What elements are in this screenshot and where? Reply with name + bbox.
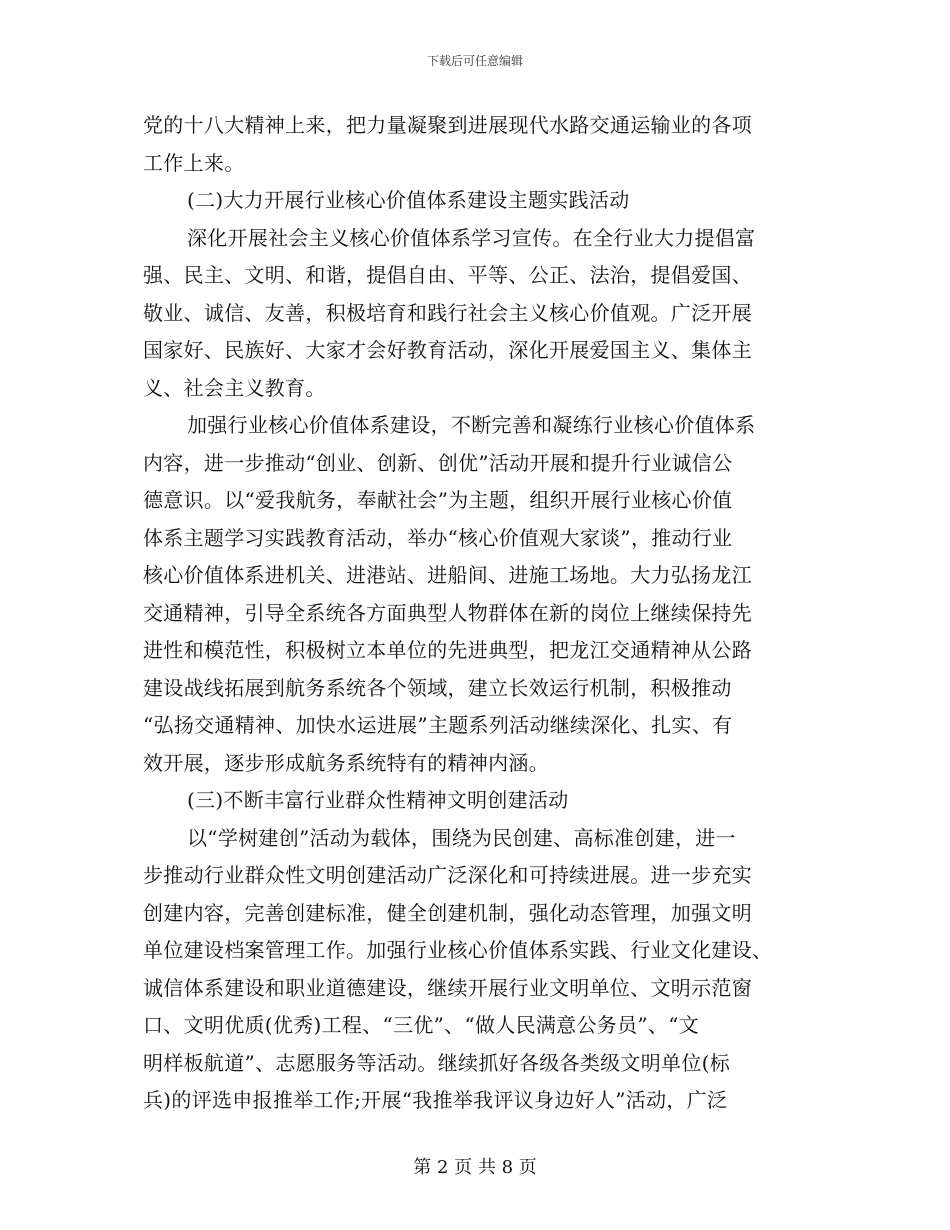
text-line: 单位建设档案管理工作。加强行业核心价值体系实践、行业文化建设、 [143, 938, 773, 962]
text-line: 国家好、民族好、大家才会好教育活动，深化开展爱国主义、集体主 [143, 338, 752, 362]
document-body [143, 107, 815, 1120]
text-line: 党的十八大精神上来，把力量凝聚到进展现代水路交通运输业的各项 [143, 113, 752, 137]
text-line: 兵)的评选申报推举工作;开展“我推举我评议身边好人”活动，广泛 [143, 1088, 728, 1112]
text-line: 体系主题学习实践教育活动，举办“核心价值观大家谈”，推动行业 [143, 525, 733, 550]
text-line: 效开展，逐步形成航务系统特有的精神内涵。 [143, 750, 549, 775]
text-line: 工作上来。 [143, 150, 245, 175]
text-line: 加强行业核心价值体系建设，不断完善和凝练行业核心价值体系 [187, 413, 756, 437]
text-line: 步推动行业群众性文明创建活动广泛深化和可持续进展。进一步充实 [143, 863, 752, 887]
page-number: 第 2 页 共 8 页 [413, 1157, 537, 1178]
text-line: 建设战线拓展到航务系统各个领域，建立长效运行机制，积极推动 [143, 675, 732, 700]
text-line: 明样板航道”、志愿服务等活动。继续抓好各级各类级文明单位(标 [143, 1050, 731, 1075]
text-line: 核心价值体系进机关、进港站、进船间、进施工场地。大力弘扬龙江 [143, 563, 752, 587]
text-line: 强、民主、文明、和谐，提倡自由、平等、公正、法治，提倡爱国、 [143, 263, 752, 287]
text-line: “弘扬交通精神、加快水运进展”主题系列活动继续深化、扎实、有 [143, 713, 733, 737]
text-line: 交通精神，引导全系统各方面典型人物群体在新的岗位上继续保持先 [143, 600, 752, 625]
text-line: 内容，进一步推动“创业、创新、创优”活动开展和提升行业诚信公 [143, 450, 733, 475]
text-line: 德意识。以“爱我航务，奉献社会”为主题，组织开展行业核心价值 [143, 488, 733, 512]
text-line: 义、社会主义教育。 [143, 375, 326, 400]
text-line: 进性和模范性，积极树立本单位的先进典型，把龙江交通精神从公路 [143, 638, 752, 662]
section-heading: (二)大力开展行业核心价值体系建设主题实践活动 [187, 188, 630, 212]
section-heading: (三)不断丰富行业群众性精神文明创建活动 [187, 788, 569, 812]
text-line: 诚信体系建设和职业道德建设，继续开展行业文明单位、文明示范窗 [143, 975, 752, 1000]
page-header-note: 下载后可任意编辑 [426, 54, 523, 68]
text-line: 深化开展社会主义核心价值体系学习宣传。在全行业大力提倡富 [187, 225, 756, 250]
text-line: 敬业、诚信、友善，积极培育和践行社会主义核心价值观。广泛开展 [143, 300, 752, 325]
text-line: 以“学树建创”活动为载体，围绕为民创建、高标准创建，进一 [187, 825, 736, 850]
text-line: 创建内容，完善创建标准，健全创建机制，强化动态管理，加强文明 [143, 900, 752, 925]
text-line: 口、文明优质(优秀)工程、“三优”、“做人民满意公务员”、“文 [143, 1013, 700, 1037]
